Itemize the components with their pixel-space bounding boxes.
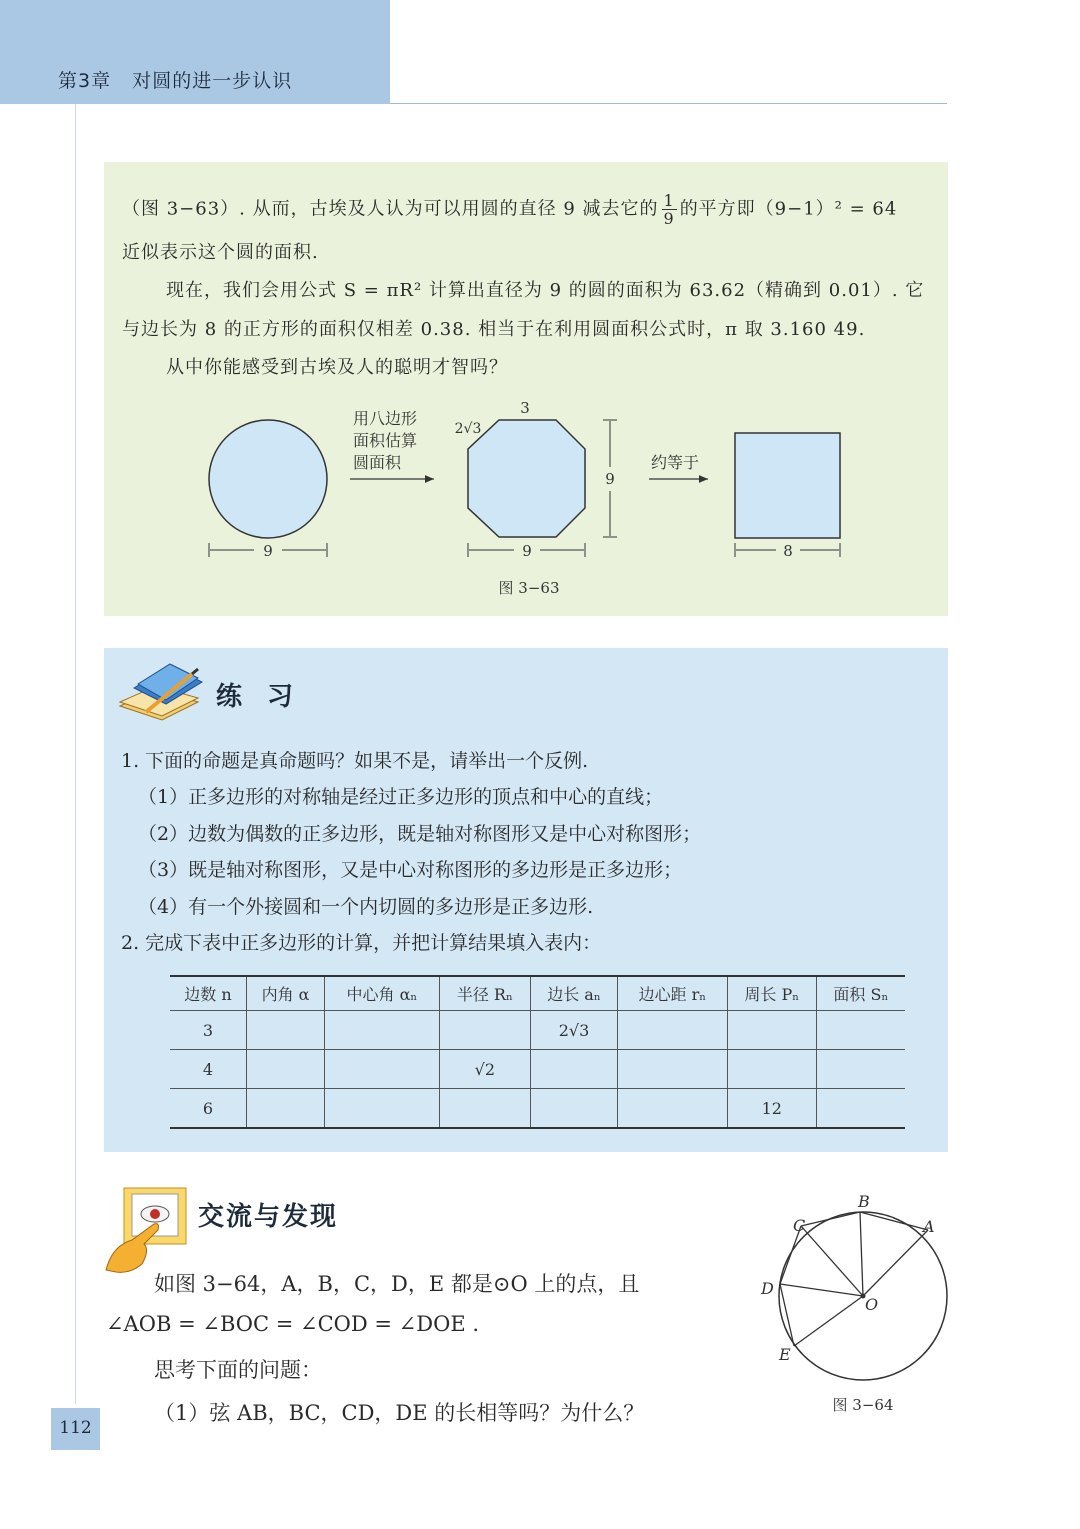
point-c-label: C — [793, 1216, 806, 1235]
table-header: 边心距 rₙ — [618, 976, 728, 1011]
exercise-q2: 2. 完成下表中正多边形的计算，并把计算结果填入表内： — [121, 932, 602, 954]
table-header: 边长 aₙ — [530, 976, 617, 1011]
arrow-1-label-line-2: 面积估算 — [353, 431, 418, 450]
reading-line-4: 与边长为 8 的正方形的面积仅相差 0.38. 相当于在利用圆面积公式时，π 取 3.160 49. — [122, 319, 866, 340]
arrow-1-label-line-1: 用八边形 — [353, 409, 418, 428]
point-d-label: D — [761, 1279, 774, 1298]
chapter-label: 第3章 — [58, 70, 112, 92]
arrow-1-label-line-3: 圆面积 — [353, 453, 402, 472]
fraction-denominator: 9 — [663, 209, 675, 228]
pointing-hand-icon — [102, 1184, 194, 1276]
octagon-height-label: 9 — [605, 470, 615, 488]
table-cell[interactable] — [530, 1089, 617, 1129]
table-cell: 6 — [170, 1089, 247, 1129]
octagon-side-label: 3 — [520, 399, 530, 417]
table-row — [170, 1050, 905, 1089]
fraction-numerator: 1 — [663, 191, 675, 210]
figure-3-63-caption: 图 3−63 — [498, 579, 560, 597]
book-pencil-icon — [116, 660, 208, 722]
fraction-one-ninth — [662, 192, 677, 227]
table-header: 周长 Pₙ — [727, 976, 816, 1011]
discussion-title: 交流与发现 — [198, 1202, 339, 1232]
table-header: 边数 n — [170, 976, 247, 1011]
table-cell[interactable] — [530, 1050, 617, 1089]
table-header-row — [170, 976, 905, 1011]
octagon-shape — [468, 420, 585, 537]
page-number-box — [51, 1408, 100, 1450]
circle-shape — [209, 420, 327, 538]
table-cell[interactable] — [618, 1011, 728, 1050]
table-cell[interactable] — [325, 1011, 440, 1050]
discussion-line-4: （1）弦 AB，BC，CD，DE 的长相等吗？为什么？ — [154, 1401, 645, 1425]
octagon-cut-label: 2√3 — [454, 421, 482, 437]
chapter-title — [58, 66, 292, 93]
polygon-calculation-table — [170, 975, 905, 1129]
exercise-q1: 1. 下面的命题是真命题吗？如果不是，请举出一个反例. — [121, 750, 589, 772]
exercise-q1-item-3: （3）既是轴对称图形，又是中心对称图形的多边形是正多边形； — [138, 859, 683, 881]
reading-line-2: 近似表示这个圆的面积. — [122, 242, 319, 263]
table-cell[interactable] — [325, 1050, 440, 1089]
table-cell[interactable] — [247, 1089, 325, 1129]
figure-3-64-caption: 图 3−64 — [832, 1396, 894, 1414]
table-header: 面积 Sₙ — [816, 976, 905, 1011]
table-cell: 12 — [727, 1089, 816, 1129]
table-cell: 4 — [170, 1050, 247, 1089]
discussion-line-3: 思考下面的问题： — [154, 1358, 322, 1382]
table-cell[interactable] — [325, 1089, 440, 1129]
discussion-line-1: 如图 3−64，A，B，C，D，E 都是⊙O 上的点，且 — [154, 1272, 640, 1296]
arrow-2-label: 约等于 — [651, 453, 700, 472]
figure-3-64 — [755, 1188, 960, 1420]
reading-line-1b: 的平方即（9−1）² = 64 — [679, 198, 898, 220]
discussion-line-2: ∠AOB = ∠BOC = ∠COD = ∠DOE . — [106, 1312, 479, 1336]
reading-line-5: 从中你能感受到古埃及人的聪明才智吗？ — [166, 357, 508, 378]
point-o-label: O — [865, 1295, 879, 1314]
reading-line-1 — [122, 192, 897, 227]
table-cell[interactable] — [247, 1011, 325, 1050]
table-cell[interactable] — [816, 1089, 905, 1129]
table-cell[interactable] — [618, 1050, 728, 1089]
point-e-label: E — [779, 1345, 791, 1364]
table-cell: 3 — [170, 1011, 247, 1050]
table-cell[interactable] — [727, 1050, 816, 1089]
exercise-q1-item-1: （1）正多边形的对称轴是经过正多边形的顶点和中心的直线； — [138, 786, 664, 808]
table-cell[interactable] — [618, 1089, 728, 1129]
reading-line-3: 现在，我们会用公式 S = πR² 计算出直径为 9 的圆的面积为 63.62（精确到 0.01）. 它 — [166, 280, 925, 301]
table-cell: √2 — [439, 1050, 530, 1089]
square-shape — [735, 433, 840, 538]
exercise-q1-item-2: （2）边数为偶数的正多边形，既是轴对称图形又是中心对称图形； — [138, 823, 702, 845]
page-number: 112 — [59, 1418, 92, 1438]
left-margin-rule — [75, 104, 76, 1404]
table-cell[interactable] — [816, 1050, 905, 1089]
header-rule — [390, 103, 947, 104]
table-header: 内角 α — [247, 976, 325, 1011]
exercise-q1-item-4: （4）有一个外接圆和一个内切圆的多边形是正多边形. — [138, 896, 594, 918]
circle-diameter-label: 9 — [263, 542, 273, 560]
point-b-label: B — [858, 1192, 870, 1211]
reading-line-1a: （图 3−63）. 从而，古埃及人认为可以用圆的直径 9 减去它的 — [122, 198, 659, 220]
table-cell[interactable] — [727, 1011, 816, 1050]
exercise-title: 练 习 — [216, 682, 302, 712]
figure-3-63 — [104, 395, 948, 610]
table-header: 半径 Rₙ — [439, 976, 530, 1011]
octagon-width-label: 9 — [522, 542, 532, 560]
table-cell[interactable] — [439, 1011, 530, 1050]
table-row — [170, 1011, 905, 1050]
chapter-name: 对圆的进一步认识 — [132, 70, 293, 92]
table-cell[interactable] — [439, 1089, 530, 1129]
table-row — [170, 1089, 905, 1129]
table-cell[interactable] — [816, 1011, 905, 1050]
table-header: 中心角 αₙ — [325, 976, 440, 1011]
square-side-label: 8 — [783, 542, 793, 560]
table-cell[interactable] — [247, 1050, 325, 1089]
point-a-label: A — [923, 1217, 935, 1236]
table-cell: 2√3 — [530, 1011, 617, 1050]
